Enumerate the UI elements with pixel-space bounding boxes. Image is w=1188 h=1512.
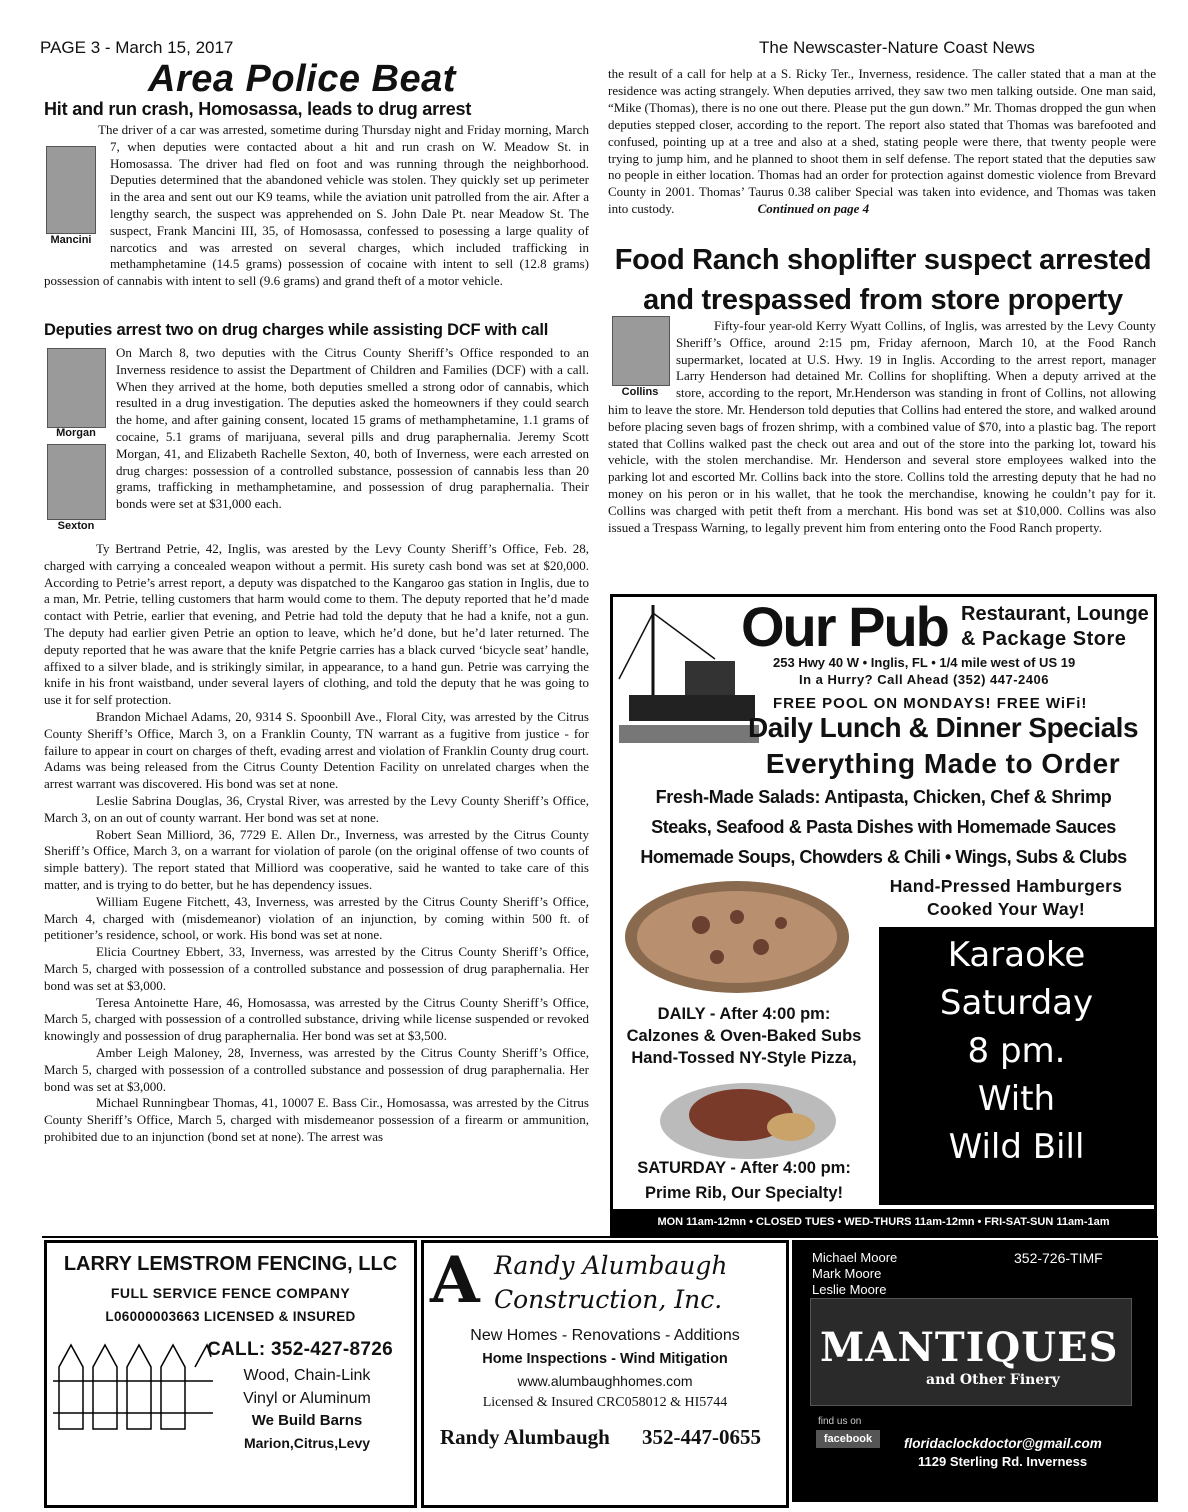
randy-web: www.alumbaughhomes.com — [517, 1373, 693, 1389]
pub-burgers2: Cooked Your Way! — [926, 899, 1086, 919]
arrest-paragraph: Leslie Sabrina Douglas, 36, Crystal River, was arrested by the Levy County Sheriff’s Office, March 3, on an out of county warrant. Her bond was set at none. — [44, 792, 589, 825]
fence-ad — [44, 1240, 417, 1508]
story2-text: On March 8, two deputies with the Citrus County Sheriff’s Office responded to an Inverness residence to assist the Department of Children and Families (DCF) with a call. When they arrived at the home, both deputies smelled a strong odor of cannabis, which resulted in a drug investigation. The deputies asked the homeowners if they could search the home, and after gaining consent, located 15 grams of methamphetamine, 1.1 grams of cocaine, 5.1 grams of marijuana, several pills and drug paraphernalia. Jeremy Scott Morgan, 41, and Elizabeth Rachelle Sexton, 40, both of Inverness, were each arrested on drug charges: possession of a controlled substance, possession of cannabis less than 20 grams, trafficking in methamphetamine, and possession of drug paraphernalia. Their bonds were set at $31,000 each. — [116, 345, 589, 512]
mantiques-sub: and Other Finery — [926, 1372, 1060, 1388]
story3-body — [608, 318, 1156, 536]
pub-hours: MON 11am-12mn • CLOSED TUES • WED-THURS 11am-12mn • FRI-SAT-SUN 11am-1am — [613, 1209, 1154, 1235]
arrest-paragraph: Ty Bertrand Petrie, 42, Inglis, was arested by the Levy County Sheriff’s Office, Feb. 28, charged with carrying a concealed weapon without a permit. His surety cash bond was set at $20,000. According to Petrie’s arrest report, a deputy was dispatched to the Kangaroo gas station in Inglis, due to a man, Mr. Petrie, telling customers that harm would come to them. The deputy reported that he’d made contact with Petrie, earlier that evening, and Petrie had told the deputy that he had a knife, not a gun. The deputy had earlier given Petrie an option to leave, which he’d done, but he’d later returned. The deputy reported that he was aware that the knife Petgrie carries has a black curved ‘bicycle seat’ handle, affixed to a silver blade, and is strikingly similar, in appearance, to a hand gun. Petrie was carrying the knife in his front waistband, under several layers of clothing, and told the deputy that he was going to use it for self protection. — [44, 541, 589, 708]
pub-free: FREE POOL ON MONDAYS! FREE WiFi! — [773, 695, 1088, 712]
story1-headline: Hit and run crash, Homosassa, leads to drug arrest — [44, 99, 472, 119]
fence-w3: We Build Barns — [251, 1412, 363, 1429]
pizza-image — [621, 877, 853, 997]
mantiques-ad — [792, 1240, 1158, 1502]
morgan-caption: Morgan — [56, 427, 96, 439]
pub-specials: Daily Lunch & Dinner Specials — [747, 712, 1139, 743]
story3-headline-line1: Food Ranch shoplifter suspect arrested — [614, 244, 1152, 276]
story1-body — [44, 122, 589, 290]
continuation-text: the result of a call for help at a S. Ricky Ter., Inverness, residence. The caller stated that a man at the residence was acting strangely. When deputies arrived, they saw two men talking outside. One man said, “Mike (Thomas), there is no one out there. Please put the gun down.” Mr. Thomas dropped the gun when deputies stepped closer, according to the report. The report also stated that Thomas was barefooted and confused, pointing up at a tree and also at a shed, stating people were there, that twenty people were trying to jump him, and he planned to shoot them in self defense. The report stated that the deputies saw no people in either location. Thomas had an order for protection against domestic violence from Brevard County in 2001. Thomas’ Taurus 0.38 caliber Special was taken into evidence, and Thomas was taken into custody. — [608, 66, 1156, 217]
fence-l2: L06000003663 LICENSED & INSURED — [105, 1309, 356, 1324]
pub-address: 253 Hwy 40 W • Inglis, FL • 1/4 mile west of US 19 — [773, 655, 1076, 670]
karaoke-line: Saturday — [939, 983, 1094, 1023]
our-pub-ad — [610, 594, 1157, 1238]
pub-soups: Homemade Soups, Chowders & Chili • Wings, Subs & Clubs — [640, 847, 1127, 867]
pub-salads: Fresh-Made Salads: Antipasta, Chicken, Chef & Shrimp — [655, 787, 1112, 807]
randy-name2: Construction, Inc. — [494, 1285, 723, 1314]
arrest-paragraph: Michael Runningbear Thomas, 41, 10007 E. Bass Cir., Homosassa, was arrested by the Citrus County Sheriff’s Office, March 5, charged with misdemeanor possession of a firearm or ammunition, prohibited due to an injunction (bond set at none). The arrest was — [44, 1095, 589, 1144]
karaoke-line: Karaoke — [947, 935, 1086, 975]
section-title: Area Police Beat — [148, 58, 456, 100]
story3-headline-line2: and trespassed from store property — [643, 284, 1123, 316]
fence-w1: Wood, Chain-Link — [243, 1367, 371, 1384]
pub-sat1: SATURDAY - After 4:00 pm: — [637, 1159, 851, 1177]
karaoke-text — [879, 931, 1154, 1171]
page-number-date: PAGE 3 - March 15, 2017 — [40, 38, 234, 57]
arrest-paragraph: Amber Leigh Maloney, 28, Inverness, was arrested by the Citrus County Sheriff’s Office, March 5, charged with possession of a controlled substance and possession of drug paraphernalia. Her bond was set at $3,000. — [44, 1044, 589, 1094]
randy-phone: 352-447-0655 — [642, 1425, 761, 1449]
karaoke-line: With — [977, 1079, 1056, 1119]
arrest-paragraph: Teresa Antoinette Hare, 46, Homosassa, was arrested by the Citrus County Sheriff’s Office, March 5, charged with possession of a controlled substance, driving while license suspended or revoked knowingly and possession of drug paraphernalia. Her bond was set at $3,500. — [44, 994, 589, 1044]
mantiques-name: Leslie Moore — [812, 1282, 887, 1297]
randy-logo: A — [430, 1243, 480, 1318]
arrest-paragraph: Robert Sean Milliord, 36, 7729 E. Allen Dr., Inverness, was arrested by the Citrus County Sheriff’s Office, March 3, on a warrant for violation of parole (on the original offense of two counts of simple battery). The report stated that Milliord was cooperative, said he wanted to take care of this matter, and is trying to do better, but he has dependency issues. — [44, 826, 589, 892]
arrest-paragraph: Brandon Michael Adams, 20, 9314 S. Spoonbill Ave., Floral City, was arrested by the Citrus County Sheriff’s Office, March 3, on a Franklin County, TN warrant as a fugitive from justice - for failure to appear in court on charges of theft, evading arrest and violation of Franklin County drug court. Adams was being released from the Citrus County Detention Facility on unrelated charges when the arrest warrant was discovered. His bond was set at none. — [44, 708, 589, 792]
facebook-icon[interactable]: facebook — [816, 1430, 880, 1448]
publication-name: The Newscaster-Nature Coast News — [759, 38, 1035, 57]
pub-burgers1: Hand-Pressed Hamburgers — [889, 876, 1123, 896]
mantiques-logo: MANTIQUES — [820, 1324, 1119, 1371]
story1-text: The driver of a car was arrested, sometime during Thursday night and Friday morning, March 7, when deputies were contacted about a hit and run crash on W. Meadow St. in Homosassa. The driver had fled on foot and was running through the neighborhood. Deputies determined that the abandoned vehicle was stolen. They quickly set up perimeter in the area and sent out our K9 teams, while the aviation unit patrolled from the air. After a lengthy search, the suspect was apprehended on S. John Dale Pt. near Meadow St. The suspect, Frank Mancini III, 35, of Homosassa, confessed to posessing a large quality of narcotics and was arrested on several charges, which included trafficking in methamphetamine (14.5 grams) possession of cocaine with intent to sell (12.8 grams) possession of cannabis with intent to sell (9.6 grams) and grand theft of a motor vehicle. — [44, 122, 589, 289]
mantiques-email[interactable]: floridaclockdoctor@gmail.com — [904, 1436, 1102, 1451]
fence-w4: Marion,Citrus,Levy — [243, 1435, 371, 1451]
story2-headline: Deputies arrest two on drug charges while assisting DCF with call — [44, 321, 549, 339]
fence-l1: FULL SERVICE FENCE COMPANY — [110, 1285, 351, 1301]
prime-rib-image — [653, 1071, 843, 1163]
mantiques-name: Michael Moore — [812, 1250, 898, 1265]
mantiques-phone: 352-726-TIMF — [1014, 1250, 1103, 1266]
mancini-caption: Mancini — [50, 234, 92, 246]
fence-name: LARRY LEMSTROM FENCING, LLC — [63, 1253, 398, 1275]
collins-caption: Collins — [621, 386, 659, 398]
pub-tag2: & Package Store — [961, 628, 1127, 650]
mantiques-names — [812, 1250, 897, 1298]
pub-daily2: Calzones & Oven-Baked Subs — [626, 1027, 862, 1045]
randy-owner: Randy Alumbaugh — [440, 1425, 610, 1449]
story3-text: Fifty-four year-old Kerry Wyatt Collins, of Inglis, was arrested by the Levy County Sheriff’s Office, around 2:15 pm, Friday afernoon, March 10, at the Food Ranch supermarket, located at U.S. Hwy. 19 in Inglis. According to the arrest report, manager Larry Henderson had detained Mr. Collins for shoplifting. When a deputy arrived at the store, according to the report, Mr.Henderson was standing in front of Collins, not allowing him to leave the store. Mr. Henderson told deputies that Collins had entered the store, and walked around before placing seven bags of frozen shrimp, with a combined value of $70, into a plastic bag. The report stated that Collins walked past the check out area and out of the store into the parking lot, toward his vehicle, with the stolen merchandise. Mr. Henderson and several store employees walked into the parking lot and escorted Mr. Collins back into the store. Collins told the arresting deputy that he had no money on his peron or in his wallet, that he took the merchandise, knowing he couldn’t pay for it. Collins was charged with petit theft from a merchant. His bond was set at $10,000. Collins was also issued a Trespass Warning, to legally prevent him from entering onto the Food Ranch property. — [608, 318, 1156, 535]
randy-l1: New Homes - Renovations - Additions — [470, 1327, 740, 1344]
arrest-list — [44, 541, 589, 1146]
pub-made: Everything Made to Order — [765, 748, 1121, 779]
ad-rule — [42, 1236, 1158, 1238]
pub-steaks: Steaks, Seafood & Pasta Dishes with Homemade Sauces — [651, 817, 1116, 837]
pub-sat2: Prime Rib, Our Specialty! — [644, 1184, 844, 1202]
thomas-continuation — [608, 66, 1156, 218]
continued-note: Continued on page 4 — [757, 201, 870, 217]
fence-call: CALL: 352-427-8726 — [207, 1339, 393, 1360]
pub-daily3: Hand-Tossed NY-Style Pizza, — [631, 1049, 857, 1067]
randy-license: Licensed & Insured CRC058012 & HI5744 — [482, 1395, 728, 1410]
randy-alumbaugh-ad — [421, 1240, 789, 1508]
fence-icon — [53, 1337, 213, 1437]
karaoke-line: 8 pm. — [967, 1031, 1066, 1071]
fence-w2: Vinyl or Aluminum — [243, 1390, 371, 1407]
findus-text: find us on — [818, 1416, 862, 1427]
arrest-paragraph: William Eugene Fitchett, 43, Inverness, was arrested by the Citrus County Sheriff’s Office, March 4, charged with (misdemeanor) violation of an injunction, by coming within 500 ft. of petitioner’s residence, school, or work. His bond was set at none. — [44, 893, 589, 943]
arrest-paragraph: Elicia Courtney Ebbert, 33, Inverness, was arrested by the Citrus County Sheriff’s Office, March 5, charged with possession of a controlled substance and possession of drug paraphernalia. Her bond was set at $3,000. — [44, 944, 589, 993]
karaoke-line: Wild Bill — [948, 1127, 1085, 1167]
pub-daily1: DAILY - After 4:00 pm: — [657, 1005, 831, 1023]
sexton-caption: Sexton — [57, 520, 95, 532]
story2-body — [116, 345, 589, 513]
randy-l2: Home Inspections - Wind Mitigation — [482, 1351, 728, 1367]
sexton-photo — [47, 444, 106, 520]
karaoke-panel — [879, 927, 1154, 1205]
randy-name1: Randy Alumbaugh — [494, 1251, 728, 1280]
mantiques-name: Mark Moore — [812, 1266, 882, 1281]
pub-tag1: Restaurant, Lounge — [961, 603, 1149, 625]
mantiques-address: 1129 Sterling Rd. Inverness — [918, 1454, 1088, 1469]
morgan-photo — [47, 348, 106, 428]
pub-call: In a Hurry? Call Ahead (352) 447-2406 — [799, 672, 1049, 687]
pub-name: Our Pub — [741, 595, 948, 658]
